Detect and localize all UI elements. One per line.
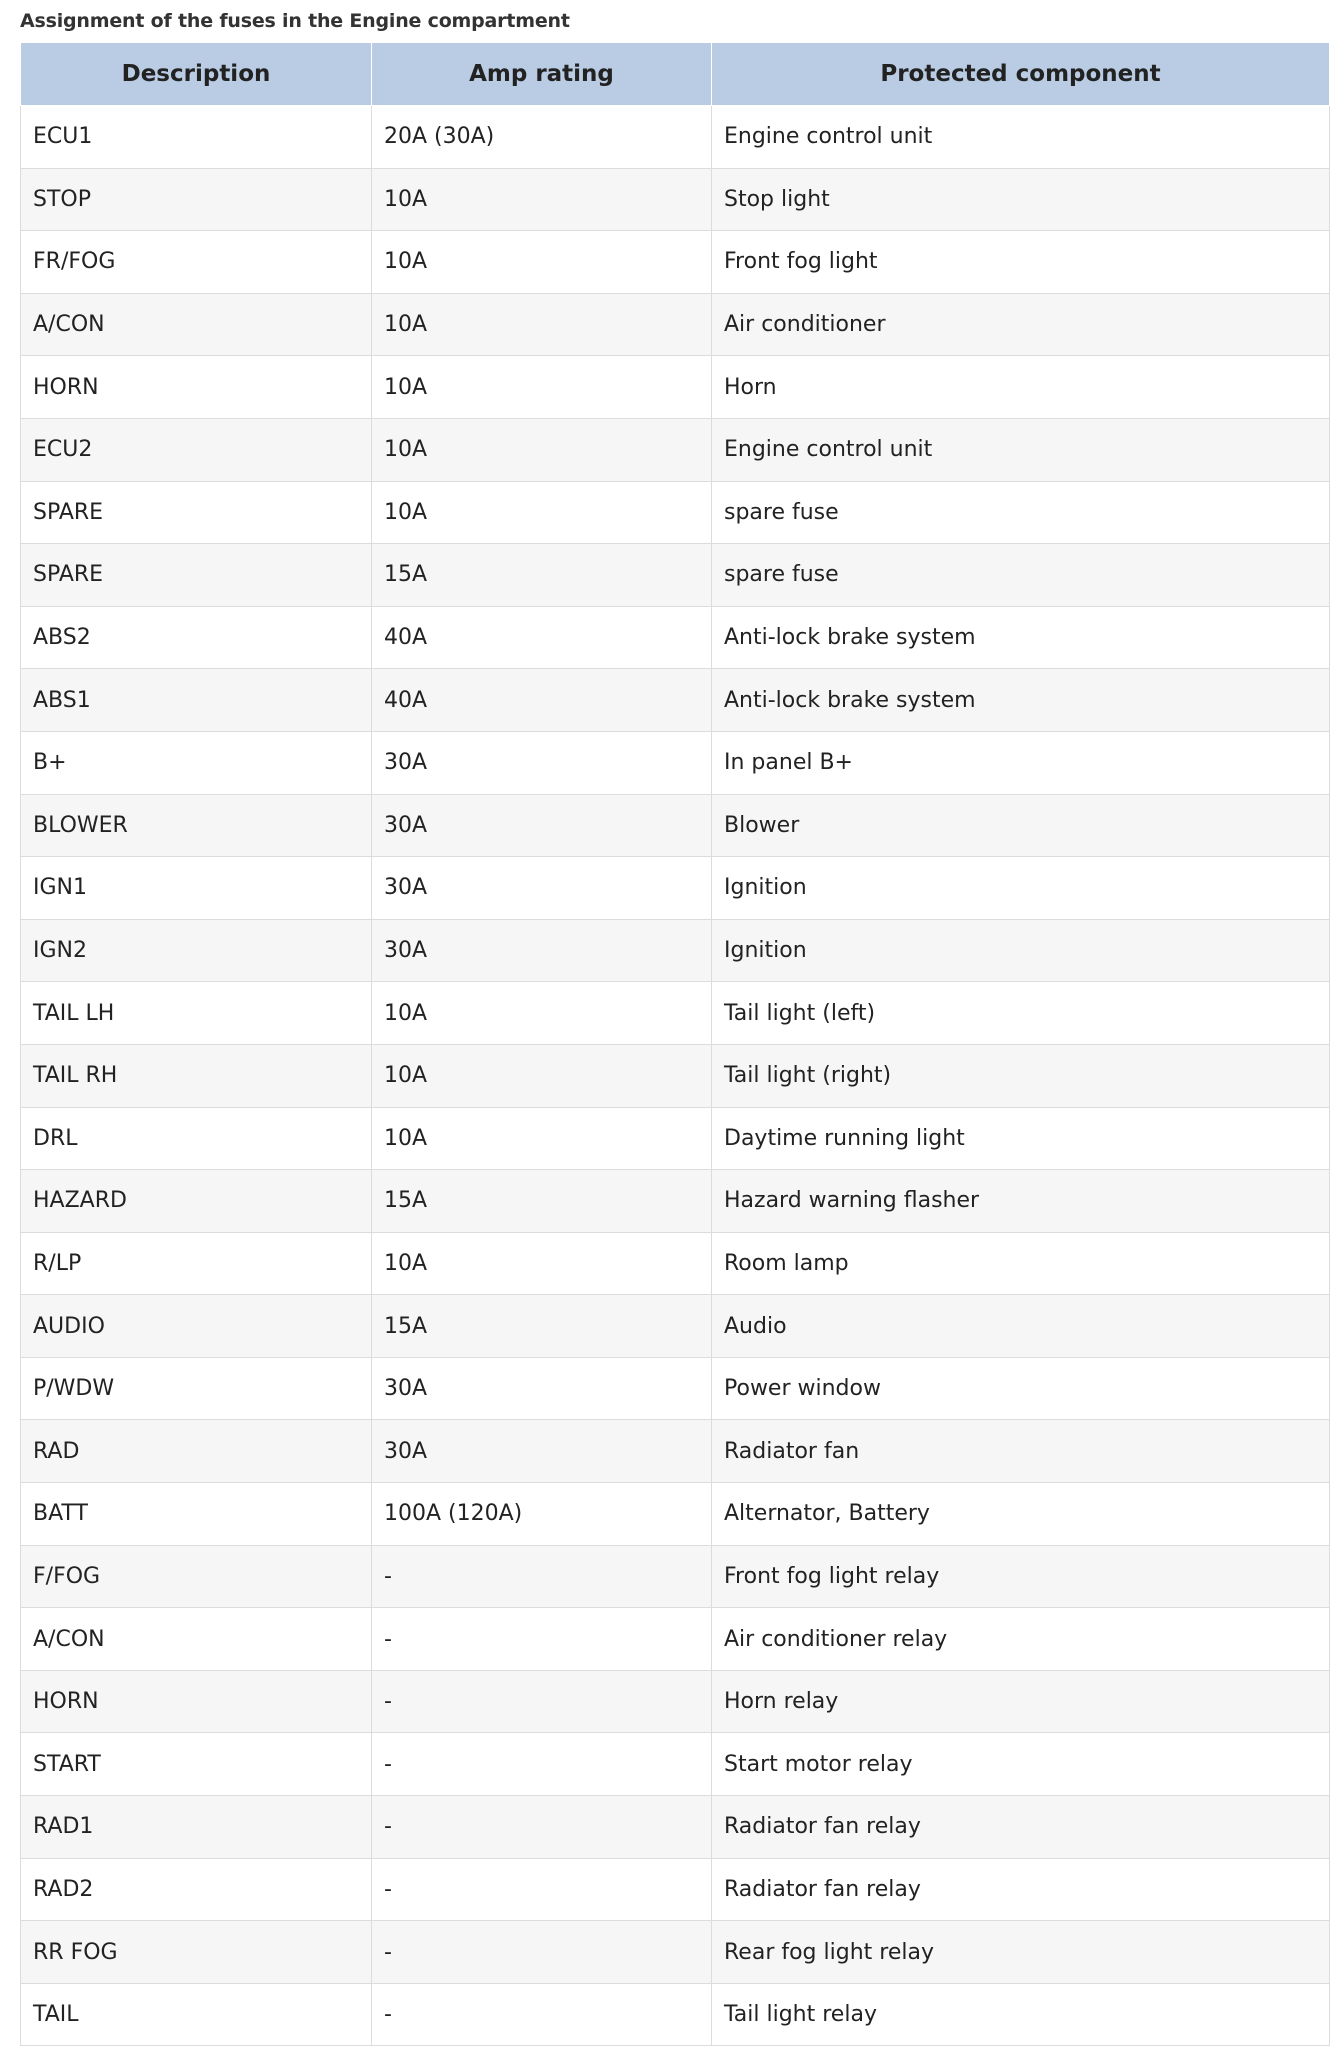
cell-description: HORN [21, 1670, 372, 1733]
cell-amp-rating: - [372, 1983, 712, 2046]
cell-protected-component: Rear fog light relay [712, 1921, 1330, 1984]
table-row [21, 1921, 1330, 1984]
table-header [21, 43, 1330, 106]
table-row [21, 1608, 1330, 1671]
cell-protected-component: Engine control unit [712, 418, 1330, 481]
cell-protected-component: Tail light (left) [712, 982, 1330, 1045]
cell-protected-component: Ignition [712, 919, 1330, 982]
cell-protected-component: Tail light relay [712, 1983, 1330, 2046]
cell-description: IGN2 [21, 919, 372, 982]
cell-amp-rating: 10A [372, 293, 712, 356]
cell-amp-rating: 15A [372, 544, 712, 607]
cell-amp-rating: 10A [372, 168, 712, 231]
cell-description: TAIL LH [21, 982, 372, 1045]
cell-protected-component: spare fuse [712, 481, 1330, 544]
cell-description: IGN1 [21, 857, 372, 920]
cell-description: AUDIO [21, 1295, 372, 1358]
table-caption: Assignment of the fuses in the Engine compartment [20, 10, 570, 32]
table-row [21, 1670, 1330, 1733]
cell-amp-rating: 10A [372, 1044, 712, 1107]
cell-amp-rating: 10A [372, 356, 712, 419]
cell-description: TAIL RH [21, 1044, 372, 1107]
table-row [21, 356, 1330, 419]
cell-description: STOP [21, 168, 372, 231]
table-row [21, 1107, 1330, 1170]
cell-protected-component: Daytime running light [712, 1107, 1330, 1170]
cell-amp-rating: - [372, 1858, 712, 1921]
table-row [21, 1733, 1330, 1796]
cell-description: BLOWER [21, 794, 372, 857]
cell-protected-component: Air conditioner [712, 293, 1330, 356]
cell-protected-component: Air conditioner relay [712, 1608, 1330, 1671]
cell-amp-rating: 30A [372, 794, 712, 857]
fuse-table [20, 42, 1330, 2046]
cell-protected-component: Anti-lock brake system [712, 669, 1330, 732]
cell-amp-rating: 30A [372, 731, 712, 794]
header-row [21, 43, 1330, 106]
cell-description: HAZARD [21, 1170, 372, 1233]
table-row [21, 606, 1330, 669]
cell-amp-rating: 30A [372, 919, 712, 982]
table-row [21, 106, 1330, 169]
table-body [21, 106, 1330, 2046]
table-row [21, 1983, 1330, 2046]
cell-amp-rating: 40A [372, 606, 712, 669]
cell-protected-component: Power window [712, 1357, 1330, 1420]
cell-description: P/WDW [21, 1357, 372, 1420]
table-row [21, 1420, 1330, 1483]
cell-protected-component: spare fuse [712, 544, 1330, 607]
cell-description: F/FOG [21, 1545, 372, 1608]
table-row [21, 731, 1330, 794]
cell-amp-rating: 15A [372, 1295, 712, 1358]
cell-protected-component: Engine control unit [712, 106, 1330, 169]
cell-amp-rating: 10A [372, 1232, 712, 1295]
cell-protected-component: Front fog light relay [712, 1545, 1330, 1608]
table-row [21, 1295, 1330, 1358]
cell-description: START [21, 1733, 372, 1796]
cell-description: ECU1 [21, 106, 372, 169]
table-row [21, 544, 1330, 607]
column-header-amp-rating: Amp rating [372, 43, 712, 106]
cell-description: BATT [21, 1483, 372, 1546]
cell-amp-rating: 10A [372, 231, 712, 294]
cell-description: ECU2 [21, 418, 372, 481]
cell-description: R/LP [21, 1232, 372, 1295]
cell-amp-rating: 20A (30A) [372, 106, 712, 169]
table-row [21, 168, 1330, 231]
cell-amp-rating: 10A [372, 1107, 712, 1170]
table-row [21, 418, 1330, 481]
cell-protected-component: Horn [712, 356, 1330, 419]
cell-description: A/CON [21, 293, 372, 356]
cell-protected-component: Radiator fan relay [712, 1796, 1330, 1859]
table-row [21, 1232, 1330, 1295]
table-row [21, 1170, 1330, 1233]
cell-amp-rating: - [372, 1733, 712, 1796]
cell-amp-rating: 100A (120A) [372, 1483, 712, 1546]
cell-amp-rating: 10A [372, 982, 712, 1045]
table-row [21, 293, 1330, 356]
cell-protected-component: Radiator fan relay [712, 1858, 1330, 1921]
cell-description: ABS1 [21, 669, 372, 732]
cell-protected-component: Stop light [712, 168, 1330, 231]
cell-description: TAIL [21, 1983, 372, 2046]
cell-protected-component: Alternator, Battery [712, 1483, 1330, 1546]
cell-description: ABS2 [21, 606, 372, 669]
cell-amp-rating: - [372, 1670, 712, 1733]
cell-protected-component: Room lamp [712, 1232, 1330, 1295]
cell-protected-component: Hazard warning flasher [712, 1170, 1330, 1233]
cell-protected-component: Horn relay [712, 1670, 1330, 1733]
cell-description: HORN [21, 356, 372, 419]
cell-amp-rating: - [372, 1796, 712, 1859]
cell-protected-component: In panel B+ [712, 731, 1330, 794]
cell-description: RR FOG [21, 1921, 372, 1984]
cell-protected-component: Radiator fan [712, 1420, 1330, 1483]
cell-description: RAD2 [21, 1858, 372, 1921]
cell-protected-component: Blower [712, 794, 1330, 857]
table-row [21, 481, 1330, 544]
cell-amp-rating: - [372, 1545, 712, 1608]
cell-description: A/CON [21, 1608, 372, 1671]
cell-description: RAD [21, 1420, 372, 1483]
table-row [21, 231, 1330, 294]
cell-description: B+ [21, 731, 372, 794]
table-row [21, 982, 1330, 1045]
cell-description: FR/FOG [21, 231, 372, 294]
cell-description: SPARE [21, 481, 372, 544]
table-row [21, 669, 1330, 732]
cell-amp-rating: 30A [372, 857, 712, 920]
cell-protected-component: Audio [712, 1295, 1330, 1358]
cell-protected-component: Start motor relay [712, 1733, 1330, 1796]
table-row [21, 1357, 1330, 1420]
table-row [21, 794, 1330, 857]
table-row [21, 1545, 1330, 1608]
cell-description: DRL [21, 1107, 372, 1170]
cell-amp-rating: 30A [372, 1420, 712, 1483]
table-row [21, 857, 1330, 920]
cell-protected-component: Anti-lock brake system [712, 606, 1330, 669]
cell-amp-rating: 10A [372, 418, 712, 481]
cell-amp-rating: - [372, 1608, 712, 1671]
table-row [21, 1044, 1330, 1107]
column-header-protected-component: Protected component [712, 43, 1330, 106]
table-row [21, 919, 1330, 982]
cell-amp-rating: - [372, 1921, 712, 1984]
cell-protected-component: Tail light (right) [712, 1044, 1330, 1107]
cell-protected-component: Ignition [712, 857, 1330, 920]
cell-description: SPARE [21, 544, 372, 607]
cell-amp-rating: 40A [372, 669, 712, 732]
column-header-description: Description [21, 43, 372, 106]
table-row [21, 1858, 1330, 1921]
cell-description: RAD1 [21, 1796, 372, 1859]
table-row [21, 1483, 1330, 1546]
cell-amp-rating: 10A [372, 481, 712, 544]
cell-protected-component: Front fog light [712, 231, 1330, 294]
cell-amp-rating: 15A [372, 1170, 712, 1233]
table-row [21, 1796, 1330, 1859]
cell-amp-rating: 30A [372, 1357, 712, 1420]
